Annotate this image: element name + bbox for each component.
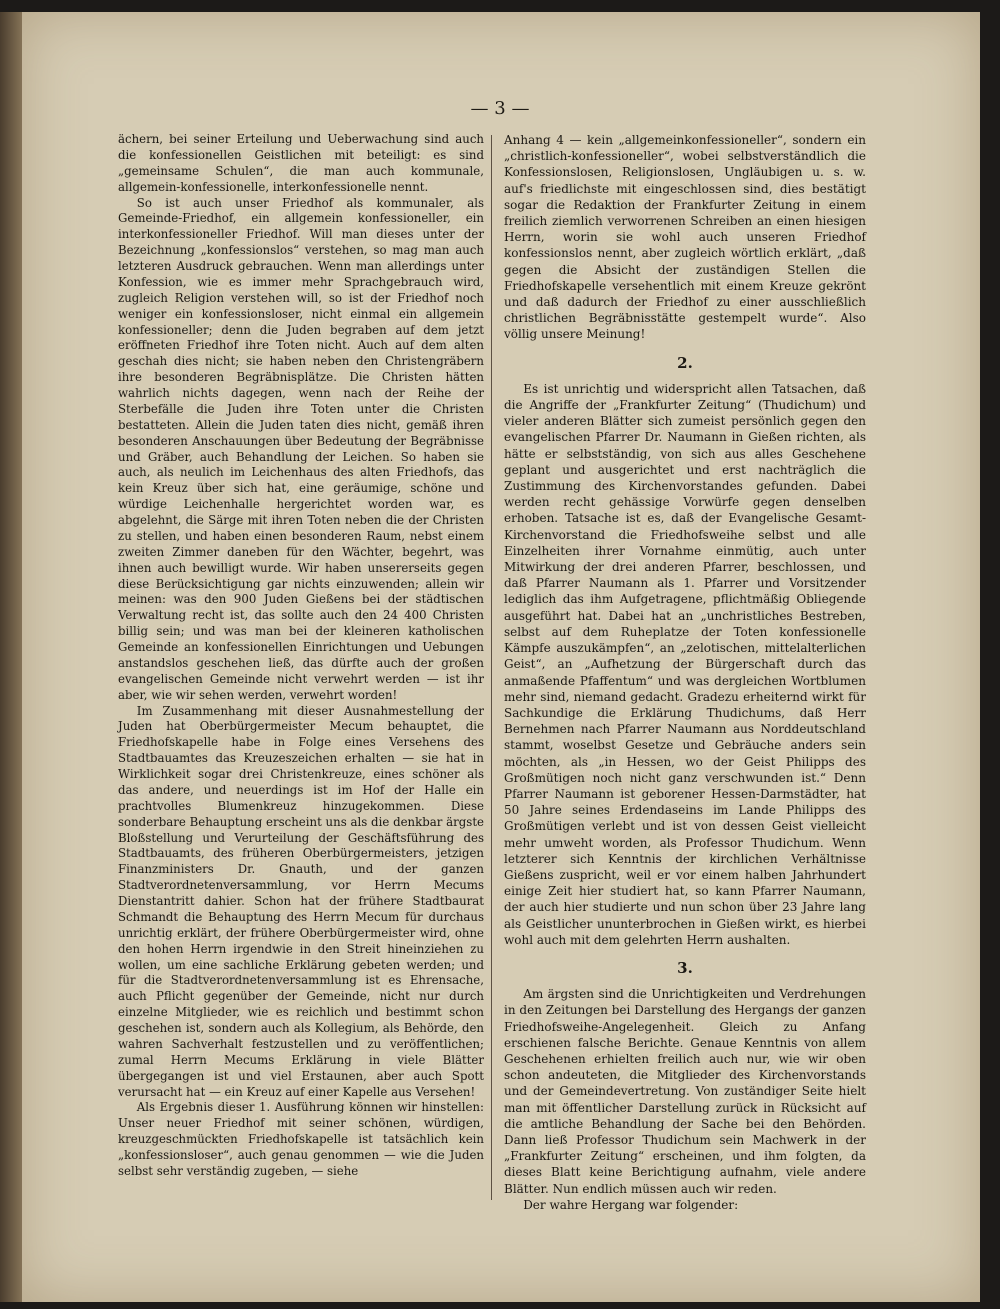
paragraph: Es ist unrichtig und widerspricht allen Tatsachen, daß die Angriffe der „Frankfurter Zeitung“ (Thudichum) und vieler anderen Blätter sich zumeist persönlich gegen den evangelischen Pfarrer Dr. Naumann in Gießen richten, als hätte er selbstständig, von sich aus alles Geschehene geplant und ausgerichtet und erst nachträglich die Zustimmung des Kirchenvorstandes gefunden. Dabei werden recht gehässige Vorwürfe gegen denselben erhoben. Tatsache ist es, daß der Evangelische Gesamt-Kirchenvorstand die Friedhofsweihe selbst und alle Einzelheiten ihrer Vornahme einmütig, auch unter Mitwirkung der drei anderen Pfarrer, beschlossen, und daß Pfarrer Naumann als 1. Pfarrer und Vorsitzender lediglich das ihm Aufgetragene, pflichtmäßig Obliegende ausgeführt hat. Dabei hat an „unchristliches Bestreben, selbst auf dem Ruheplatze der Toten konfessionelle Kämpfe auszukämpfen“, an „zelotischen, mittelalterlichen Geist“, an „Aufhetzung der Bürgerschaft durch das anmaßende Pfaffentum“ und was dergleichen Wortblumen mehr sind, niemand gedacht. Gradezu erheiternd wirkt für Sachkundige die Erklärung Thudichums, daß Herr Bernehmen nach Pfarrer Naumann aus Norddeutschland stammt, woselbst Gesetze und Gebräuche anders sein möchten, als „in Hessen, wo der Geist Philipps des Großmütigen noch nicht ganz verschwunden ist.“ Denn Pfarrer Naumann ist geborener Hessen-Darmstädter, hat 50 Jahre seines Erdendaseins im Lande Philipps des Großmütigen verlebt und ist von dessen Geist vielleicht mehr umweht worden, als Professor Thudichum. Wenn letzterer sich Kenntnis der kirchlichen Verhältnisse Gießens zuspricht, weil er vor einem halben Jahrhundert einige Zeit hier studiert hat, so kann Pfarrer Naumann, der auch hier studierte und nun schon über 23 Jahre lang als Geistlicher ununterbrochen in Gießen wirkt, es hierbei wohl auch mit dem gelehrten Herrn aushalten. — [504, 381, 866, 947]
paragraph: Im Zusammenhang mit dieser Ausnahmestellung der Juden hat Oberbürgermeister Mecum behauptet, die Friedhofskapelle habe in Folge eines Versehens des Stadtbauamtes das Kreuzeszeichen erhalten — sie hat in Wirklichkeit sogar drei Christenkreuze, eines schöner als das andere, und neuerdings ist im Hof der Halle ein prachtvolles Blumenkreuz hinzugekommen. Diese sonderbare Behauptung erscheint uns als die denkbar ärgste Bloßstellung und Verurteilung der Geschäftsführung des Stadtbauamts, des früheren Oberbürgermeisters, jetzigen Finanzministers Dr. Gnauth, und der ganzen Stadtverordnetenversammlung, vor Herrn Mecums Dienstantritt dahier. Schon hat der frühere Stadtbaurat Schmandt die Behauptung des Herrn Mecum für durchaus unrichtig erklärt, der frühere Oberbürgermeister wird, ohne den hohen Herrn irgendwie in den Streit hineinziehen zu wollen, um eine sachliche Erklärung gebeten werden; und für die Stadtverordnetenversammlung ist es Ehrensache, auch Pflicht gegenüber der Gemeinde, nicht nur durch einzelne Mitglieder, wie es reichlich und bestimmt schon geschehen ist, sondern auch als Kollegium, als Behörde, den wahren Sachverhalt festzustellen und zu veröffentlichen; zumal Herrn Mecums Erklärung in viele Blätter übergegangen ist und viel Erstaunen, aber auch Spott verursacht hat — ein Kreuz auf einer Kapelle aus Versehen! — [118, 703, 484, 1099]
closing-line: Der wahre Hergang war folgender: — [523, 1197, 739, 1212]
paragraph: ächern, bei seiner Erteilung und Ueberwachung sind auch die konfessionellen Geistlichen mit beteiligt: es sind „gemeinsame Schulen“, die man auch kommunale, allgemein-konfessionelle, interkonfessionelle nennt. — [118, 132, 484, 194]
paragraph: Am ärgsten sind die Unrichtigkeiten und Verdrehungen in den Zeitungen bei Darstellung des Hergangs der ganzen Friedhofsweihe-Angelegenheit. Gleich zu Anfang erschienen falsche Berichte. Genaue Kenntnis von allem Geschehenen erhielten freilich auch nur, wie wir oben schon andeuteten, die Mitglieder des Kirchenvorstands und der Gemeindevertretung. Von zuständiger Seite hielt man mit öffentlicher Darstellung zurück in Rücksicht auf die amtliche Behandlung der Sache bei den Behörden. Dann ließ Professor Thudichum sein Machwerk in der „Frankfurter Zeitung“ erscheinen, und ihm folgten, da dieses Blatt keine Berichtigung aufnahm, viele andere Blätter. Nun endlich müssen auch wir reden. — [504, 987, 866, 1196]
paragraph: Als Ergebnis dieser 1. Ausführung können wir hinstellen: Unser neuer Friedhof mit seiner schönen, würdigen, kreuzgeschmückten Friedhofskapelle ist tatsächlich kein „konfessionsloser“, auch genau genommen — wie die Juden selbst sehr verständig zugeben, — siehe — [118, 1100, 484, 1178]
paragraph: So ist auch unser Friedhof als kommunaler, als Gemeinde-Friedhof, ein allgemein konfessioneller, ein interkonfessioneller Friedhof. Will man dieses unter der Bezeichnung „konfessionslos“ verstehen, so mag man auch letzteren Ausdruck gebrauchen. Wenn man allerdings unter Konfession, wie es immer mehr Sprachgebrauch wird, zugleich Religion verstehen will, so ist der Friedhof noch weniger ein konfessionsloser, nicht einmal ein allgemein konfessioneller; denn die Juden begraben auf dem jetzt eröffneten Friedhof ihre Toten nicht. Auch auf dem alten geschah dies nicht; sie haben neben den Christengräbern ihre besonderen Begräbnisplätze. Die Christen hätten wahrlich nichts dagegen, wenn nach der Reihe der Sterbefälle die Juden ihre Toten unter die Christen bestatteten. Allein die Juden taten dies nicht, gemäß ihren besonderen Anschauungen über Bedeutung der Begräbnisse und Gräber, auch Behandlung der Leichen. So haben sie auch, als neulich im Leichenhaus des alten Friedhofs, das kein Kreuz über sich hat, eine geräumige, schöne und würdige Leichenhalle hergerichtet worden war, es abgelehnt, die Särge mit ihren Toten neben die der Christen zu stellen, und haben einen besonderen Raum, nebst einem zweiten Zimmer daneben für den Wächter, begehrt, was ihnen auch bewilligt wurde. Wir haben unsererseits gegen diese Berücksichtigung gar nichts einzuwenden; allein wir meinen: was den 900 Juden Gießens bei der städtischen Verwaltung recht ist, das sollte auch den 24 400 Christen billig sein; und was man bei der kleineren katholischen Gemeinde an konfessionellen Einrichtungen und Uebungen anstandslos geschehen ließ, das dürfte auch der großen evangelischen Gemeinde nicht verwehrt werden — ist ihr aber, wie wir sehen werden, verwehrt worden! — [118, 195, 484, 702]
right-column — [504, 132, 866, 1213]
paragraph: Anhang 4 — kein „allgemeinkonfessioneller“, sondern ein „christlich-konfessioneller“, wobei selbstverständlich die Konfessionslosen, Religionslosen, Ungläubigen u. s. w. auf's friedlichste mit eingeschlossen sind, dies bestätigt sogar die Redaktion der Frankfurter Zeitung in einem freilich ziemlich verworrenen Schreiben an einen hiesigen Herrn, worin sie wohl auch unseren Friedhof konfessionslos nennt, aber zugleich wörtlich erklärt, „daß gegen die Absicht der zuständigen Stellen die Friedhofskapelle versehentlich mit einem Kreuze gekrönt und daß dadurch der Friedhof zu einer ausschließlich christlichen Begräbnisstätte gestempelt wurde“. Also völlig unsere Meinung! — [504, 133, 866, 342]
section-heading: 3. — [677, 958, 693, 977]
left-column — [118, 132, 484, 1180]
section-heading: 2. — [677, 353, 693, 372]
column-divider — [491, 135, 492, 1200]
page-number: — 3 — — [470, 98, 530, 119]
